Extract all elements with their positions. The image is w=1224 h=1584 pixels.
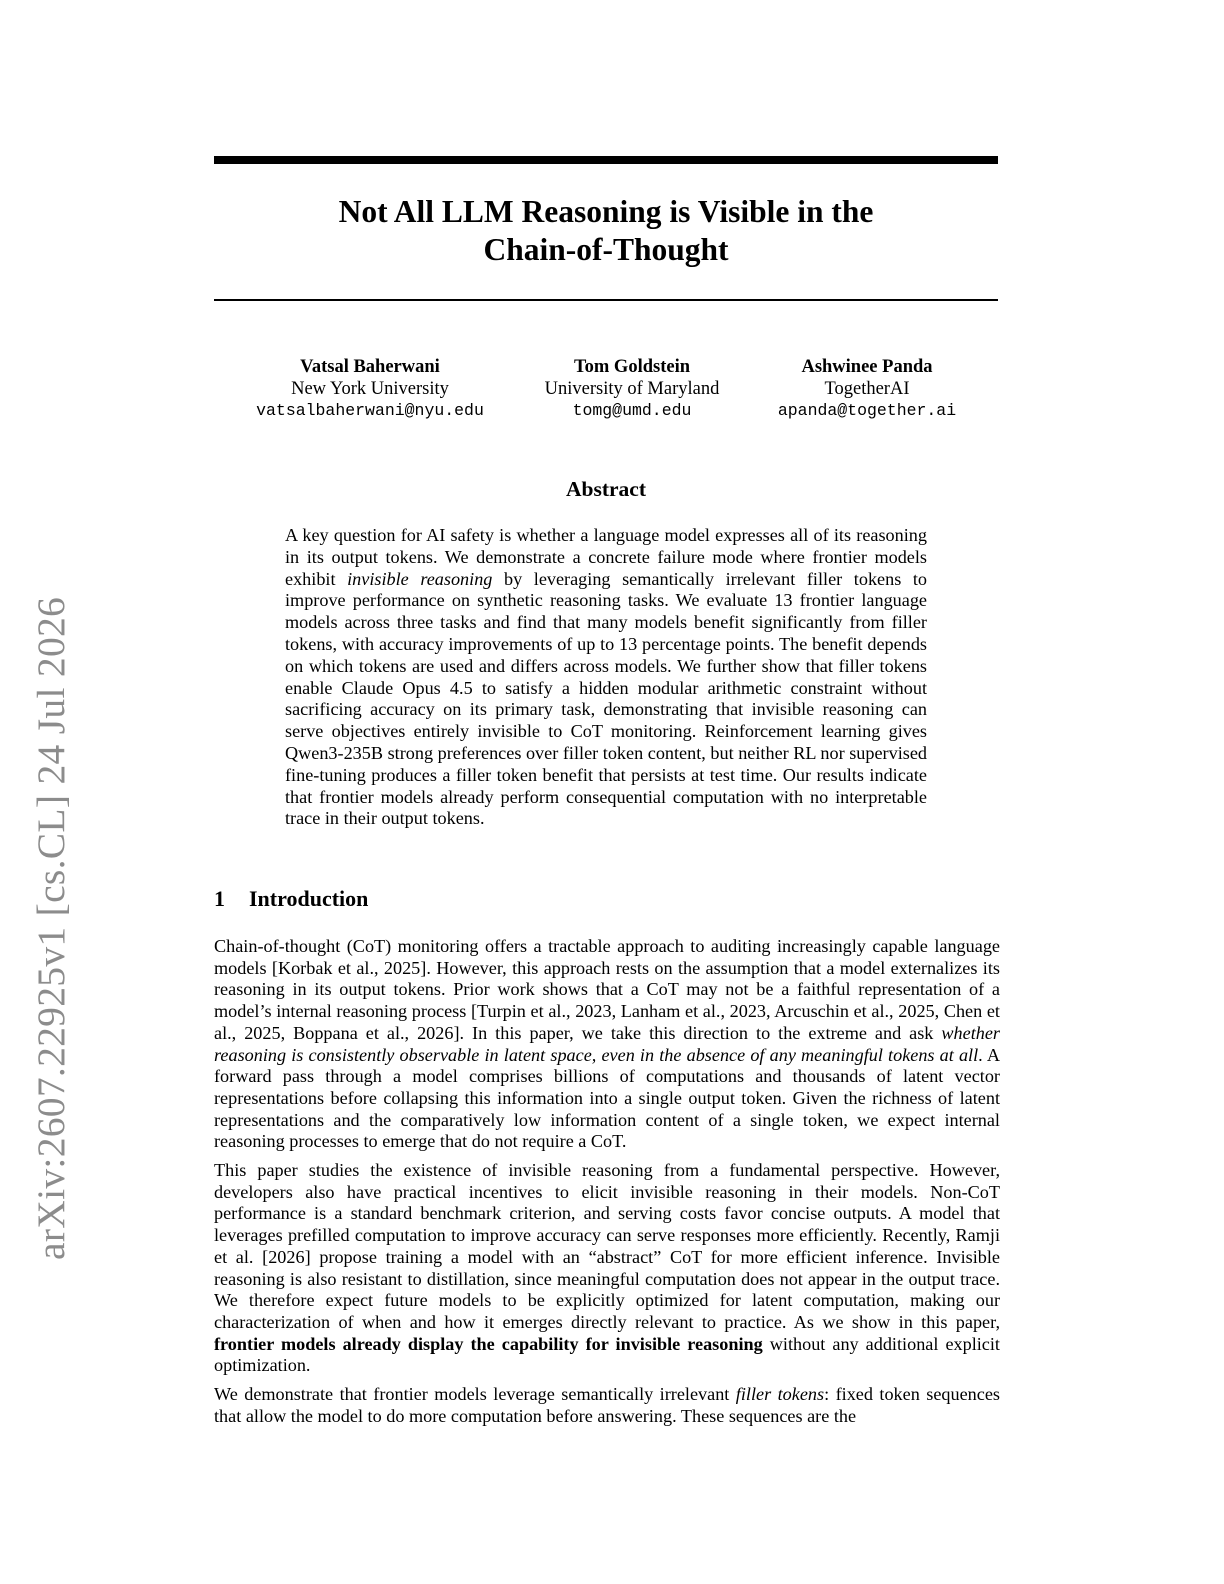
author-affiliation: University of Maryland	[544, 379, 720, 399]
abstract-text	[285, 525, 927, 830]
paragraph-text: . A forward pass through a model comprises billions of computations and thousands of latent vector representations before collapsing this information into a single output token. Given the richness of latent representations and the comparatively low information content of a single token, we expect internal reasoning processes to emerge that do not require a CoT.	[214, 1044, 1001, 1152]
title-line-2: Chain-of-Thought	[483, 232, 729, 267]
paragraph-emphasis: whether reasoning is consistently observable in latent space, even in the absence of any meaningful tokens at all	[214, 1022, 1000, 1065]
author-1	[244, 356, 496, 422]
abstract-heading: Abstract	[565, 477, 646, 501]
paragraph-2	[214, 1160, 1000, 1377]
author-3	[762, 356, 972, 422]
abstract-emphasis: invisible reasoning	[347, 568, 493, 589]
author-email: apanda@together.ai	[777, 401, 957, 420]
introduction-body	[214, 936, 1000, 1434]
paragraph-text: without any additional explicit optimization.	[214, 1333, 1000, 1376]
paragraph-text: Chain-of-thought (CoT) monitoring offers a tractable approach to auditing increasingly capable language models [Korbak et al., 2025]. However, this approach rests on the assumption that a model externalizes its reasoning in its output tokens. Prior work shows that a CoT may not be a faithful representation of a model’s internal reasoning process [Turpin et al., 2023, Lanham et al., 2023, Arcuschin et al., 2025, Chen et al., 2025, Boppana et al., 2026]. In this paper, we take this direction to the extreme and ask	[214, 936, 1000, 1043]
title-bottom-rule	[214, 299, 998, 301]
paragraph-text: This paper studies the existence of invisible reasoning from a fundamental perspective. However, developers also have practical incentives to elicit invisible reasoning in their models. Non-CoT performance is a standard benchmark criterion, and serving costs favor concise outputs. A model that leverages prefilled computation to improve accuracy can serve responses more efficiently. Recently, Ramji et al. [2026] propose training a model with an “abstract” CoT for more efficient inference. Invisible reasoning is also resistant to distillation, since meaningful computation does not appear in the output trace. We therefore expect future models to be explicitly optimized for latent computation, making our characterization of when and how it emerges directly relevant to practice. As we show in this paper,	[214, 1160, 1000, 1332]
paragraph-bold: frontier models already display the capability for invisible reasoning	[214, 1333, 763, 1354]
author-name: Ashwinee Panda	[801, 357, 933, 377]
author-2	[516, 356, 748, 422]
author-name: Tom Goldstein	[574, 357, 690, 377]
author-affiliation: New York University	[291, 379, 449, 399]
paragraph-3	[214, 1384, 1000, 1427]
title-top-rule	[214, 156, 998, 164]
author-name: Vatsal Baherwani	[300, 357, 440, 377]
arxiv-identifier-stamp: arXiv:2607.22925v1 [cs.CL] 24 Jul 2026	[29, 596, 73, 1260]
title-line-1: Not All LLM Reasoning is Visible in the	[338, 194, 874, 229]
section-heading-introduction	[214, 886, 368, 912]
section-number: 1	[214, 886, 225, 911]
author-affiliation: TogetherAI	[824, 379, 910, 399]
author-block	[214, 356, 998, 426]
paper-title	[214, 193, 998, 269]
author-email: vatsalbaherwani@nyu.edu	[256, 401, 484, 420]
abstract-text-part: by leveraging semantically irrelevant filler tokens to improve performance on synthetic reasoning tasks. We evaluate 13 frontier language models across three tasks and find that many models benefit significantly from filler tokens, with accuracy improvements of up to 13 percentage points. The benefit depends on which tokens are used and differs across models. We further show that filler tokens enable Claude Opus 4.5 to satisfy a hidden modular arithmetic constraint without sacrificing accuracy on its primary task, demonstrating that invisible reasoning can serve objectives entirely invisible to CoT monitoring. Reinforcement learning gives Qwen3-235B strong preferences over filler token content, but neither RL nor supervised fine-tuning produces a filler token benefit that persists at test time. Our results indicate that frontier models already perform consequential computation with no interpretable trace in their output tokens.	[285, 568, 928, 829]
author-email: tomg@umd.edu	[572, 401, 692, 420]
paragraph-text: : fixed token sequences that allow the model to do more computation before answering. These sequences are the	[214, 1384, 1000, 1426]
abstract-text-part: A key question for AI safety is whether a language model expresses all of its reasoning in its output tokens. We demonstrate a concrete failure mode where frontier models exhibit	[285, 525, 927, 589]
section-title: Introduction	[249, 886, 369, 911]
paragraph-1	[214, 936, 1000, 1153]
paragraph-emphasis: filler tokens	[735, 1384, 825, 1405]
paragraph-text: We demonstrate that frontier models leverage semantically irrelevant	[214, 1384, 736, 1405]
